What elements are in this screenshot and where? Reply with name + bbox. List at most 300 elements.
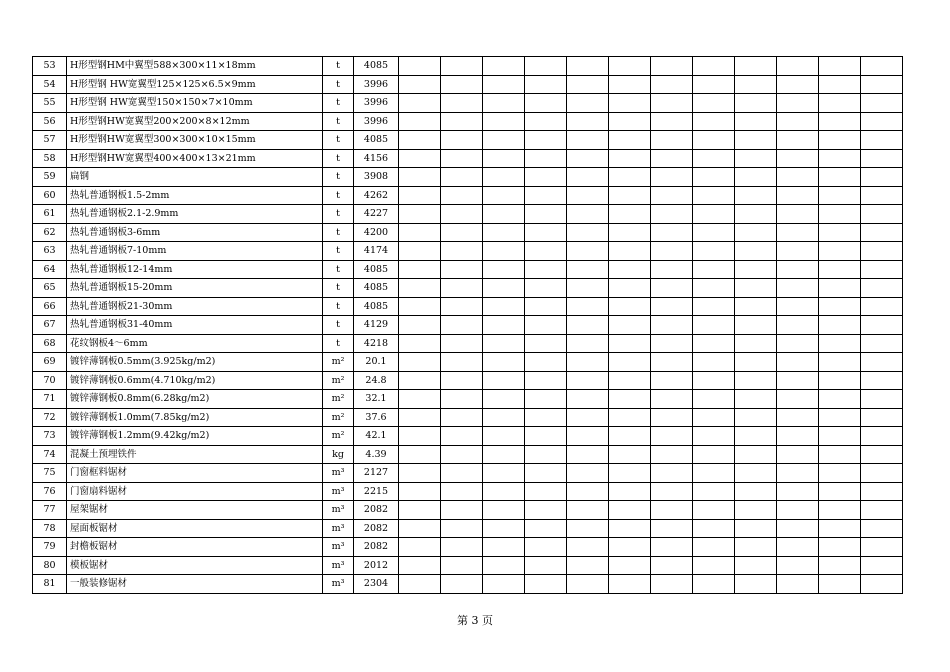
unit-cell[interactable]: m²	[323, 390, 354, 409]
empty-cell[interactable]	[819, 390, 861, 409]
empty-cell[interactable]	[399, 223, 441, 242]
price-cell[interactable]: 4085	[354, 297, 399, 316]
price-cell[interactable]: 2304	[354, 575, 399, 594]
row-number-cell[interactable]: 63	[33, 242, 67, 261]
empty-cell[interactable]	[567, 501, 609, 520]
empty-cell[interactable]	[441, 538, 483, 557]
empty-cell[interactable]	[441, 334, 483, 353]
empty-cell[interactable]	[399, 260, 441, 279]
empty-cell[interactable]	[861, 149, 903, 168]
unit-cell[interactable]: t	[323, 75, 354, 94]
empty-cell[interactable]	[651, 390, 693, 409]
empty-cell[interactable]	[861, 131, 903, 150]
unit-cell[interactable]: t	[323, 223, 354, 242]
empty-cell[interactable]	[819, 57, 861, 76]
price-cell[interactable]: 42.1	[354, 427, 399, 446]
empty-cell[interactable]	[483, 427, 525, 446]
unit-cell[interactable]: m³	[323, 519, 354, 538]
material-name-cell[interactable]: 镀锌薄钢板0.6mm(4.710kg/m2)	[67, 371, 323, 390]
empty-cell[interactable]	[777, 556, 819, 575]
empty-cell[interactable]	[819, 131, 861, 150]
empty-cell[interactable]	[861, 482, 903, 501]
material-name-cell[interactable]: 镀锌薄钢板0.8mm(6.28kg/m2)	[67, 390, 323, 409]
empty-cell[interactable]	[441, 131, 483, 150]
empty-cell[interactable]	[609, 408, 651, 427]
empty-cell[interactable]	[819, 279, 861, 298]
empty-cell[interactable]	[399, 501, 441, 520]
empty-cell[interactable]	[777, 408, 819, 427]
empty-cell[interactable]	[609, 445, 651, 464]
empty-cell[interactable]	[819, 75, 861, 94]
empty-cell[interactable]	[525, 575, 567, 594]
empty-cell[interactable]	[567, 75, 609, 94]
empty-cell[interactable]	[567, 297, 609, 316]
empty-cell[interactable]	[651, 279, 693, 298]
empty-cell[interactable]	[693, 538, 735, 557]
row-number-cell[interactable]: 73	[33, 427, 67, 446]
empty-cell[interactable]	[693, 94, 735, 113]
empty-cell[interactable]	[525, 427, 567, 446]
material-name-cell[interactable]: 门窗框料锯材	[67, 464, 323, 483]
price-cell[interactable]: 4262	[354, 186, 399, 205]
empty-cell[interactable]	[693, 149, 735, 168]
empty-cell[interactable]	[693, 316, 735, 335]
row-number-cell[interactable]: 76	[33, 482, 67, 501]
empty-cell[interactable]	[525, 205, 567, 224]
empty-cell[interactable]	[819, 556, 861, 575]
empty-cell[interactable]	[819, 168, 861, 187]
row-number-cell[interactable]: 81	[33, 575, 67, 594]
empty-cell[interactable]	[693, 75, 735, 94]
empty-cell[interactable]	[819, 353, 861, 372]
material-name-cell[interactable]: H形型钢HW宽翼型400×400×13×21mm	[67, 149, 323, 168]
material-name-cell[interactable]: 热轧普通钢板21-30mm	[67, 297, 323, 316]
row-number-cell[interactable]: 62	[33, 223, 67, 242]
empty-cell[interactable]	[777, 316, 819, 335]
empty-cell[interactable]	[651, 482, 693, 501]
empty-cell[interactable]	[567, 168, 609, 187]
empty-cell[interactable]	[441, 501, 483, 520]
empty-cell[interactable]	[441, 519, 483, 538]
empty-cell[interactable]	[861, 575, 903, 594]
empty-cell[interactable]	[441, 149, 483, 168]
unit-cell[interactable]: m³	[323, 464, 354, 483]
empty-cell[interactable]	[525, 501, 567, 520]
empty-cell[interactable]	[693, 242, 735, 261]
price-cell[interactable]: 4085	[354, 57, 399, 76]
empty-cell[interactable]	[525, 112, 567, 131]
empty-cell[interactable]	[819, 112, 861, 131]
empty-cell[interactable]	[567, 94, 609, 113]
empty-cell[interactable]	[609, 57, 651, 76]
empty-cell[interactable]	[567, 316, 609, 335]
empty-cell[interactable]	[609, 464, 651, 483]
empty-cell[interactable]	[483, 242, 525, 261]
empty-cell[interactable]	[525, 186, 567, 205]
price-cell[interactable]: 3996	[354, 112, 399, 131]
empty-cell[interactable]	[861, 390, 903, 409]
empty-cell[interactable]	[567, 371, 609, 390]
empty-cell[interactable]	[441, 205, 483, 224]
empty-cell[interactable]	[399, 279, 441, 298]
empty-cell[interactable]	[651, 427, 693, 446]
empty-cell[interactable]	[777, 371, 819, 390]
empty-cell[interactable]	[567, 223, 609, 242]
empty-cell[interactable]	[651, 519, 693, 538]
empty-cell[interactable]	[861, 519, 903, 538]
empty-cell[interactable]	[819, 464, 861, 483]
empty-cell[interactable]	[777, 223, 819, 242]
empty-cell[interactable]	[525, 260, 567, 279]
empty-cell[interactable]	[441, 408, 483, 427]
empty-cell[interactable]	[525, 149, 567, 168]
empty-cell[interactable]	[399, 482, 441, 501]
empty-cell[interactable]	[525, 242, 567, 261]
empty-cell[interactable]	[567, 353, 609, 372]
price-cell[interactable]: 3996	[354, 75, 399, 94]
empty-cell[interactable]	[399, 297, 441, 316]
empty-cell[interactable]	[651, 260, 693, 279]
price-cell[interactable]: 4.39	[354, 445, 399, 464]
empty-cell[interactable]	[567, 575, 609, 594]
empty-cell[interactable]	[735, 223, 777, 242]
empty-cell[interactable]	[819, 575, 861, 594]
empty-cell[interactable]	[609, 482, 651, 501]
empty-cell[interactable]	[483, 75, 525, 94]
empty-cell[interactable]	[777, 519, 819, 538]
empty-cell[interactable]	[441, 168, 483, 187]
unit-cell[interactable]: m³	[323, 575, 354, 594]
empty-cell[interactable]	[693, 556, 735, 575]
empty-cell[interactable]	[525, 556, 567, 575]
empty-cell[interactable]	[441, 316, 483, 335]
empty-cell[interactable]	[483, 390, 525, 409]
empty-cell[interactable]	[651, 538, 693, 557]
row-number-cell[interactable]: 78	[33, 519, 67, 538]
empty-cell[interactable]	[525, 316, 567, 335]
material-name-cell[interactable]: 热轧普通钢板3-6mm	[67, 223, 323, 242]
empty-cell[interactable]	[567, 260, 609, 279]
empty-cell[interactable]	[483, 556, 525, 575]
empty-cell[interactable]	[651, 94, 693, 113]
empty-cell[interactable]	[693, 427, 735, 446]
empty-cell[interactable]	[525, 464, 567, 483]
empty-cell[interactable]	[777, 464, 819, 483]
empty-cell[interactable]	[399, 242, 441, 261]
empty-cell[interactable]	[861, 445, 903, 464]
empty-cell[interactable]	[651, 353, 693, 372]
empty-cell[interactable]	[441, 94, 483, 113]
empty-cell[interactable]	[861, 297, 903, 316]
empty-cell[interactable]	[735, 279, 777, 298]
empty-cell[interactable]	[693, 575, 735, 594]
material-name-cell[interactable]: H形型钢HW宽翼型300×300×10×15mm	[67, 131, 323, 150]
empty-cell[interactable]	[693, 57, 735, 76]
row-number-cell[interactable]: 70	[33, 371, 67, 390]
empty-cell[interactable]	[525, 94, 567, 113]
empty-cell[interactable]	[735, 149, 777, 168]
empty-cell[interactable]	[735, 427, 777, 446]
empty-cell[interactable]	[483, 149, 525, 168]
empty-cell[interactable]	[609, 556, 651, 575]
empty-cell[interactable]	[651, 334, 693, 353]
empty-cell[interactable]	[651, 501, 693, 520]
empty-cell[interactable]	[441, 464, 483, 483]
unit-cell[interactable]: t	[323, 205, 354, 224]
empty-cell[interactable]	[861, 316, 903, 335]
empty-cell[interactable]	[609, 538, 651, 557]
row-number-cell[interactable]: 72	[33, 408, 67, 427]
empty-cell[interactable]	[441, 297, 483, 316]
empty-cell[interactable]	[861, 260, 903, 279]
empty-cell[interactable]	[819, 482, 861, 501]
material-name-cell[interactable]: 门窗扇料锯材	[67, 482, 323, 501]
empty-cell[interactable]	[819, 371, 861, 390]
empty-cell[interactable]	[483, 353, 525, 372]
unit-cell[interactable]: t	[323, 112, 354, 131]
empty-cell[interactable]	[567, 334, 609, 353]
empty-cell[interactable]	[693, 371, 735, 390]
empty-cell[interactable]	[735, 260, 777, 279]
material-name-cell[interactable]: 模板锯材	[67, 556, 323, 575]
empty-cell[interactable]	[399, 427, 441, 446]
empty-cell[interactable]	[693, 334, 735, 353]
empty-cell[interactable]	[861, 279, 903, 298]
empty-cell[interactable]	[567, 445, 609, 464]
empty-cell[interactable]	[399, 408, 441, 427]
empty-cell[interactable]	[483, 408, 525, 427]
empty-cell[interactable]	[693, 297, 735, 316]
empty-cell[interactable]	[693, 408, 735, 427]
empty-cell[interactable]	[483, 131, 525, 150]
unit-cell[interactable]: t	[323, 297, 354, 316]
unit-cell[interactable]: m³	[323, 556, 354, 575]
empty-cell[interactable]	[483, 519, 525, 538]
empty-cell[interactable]	[399, 464, 441, 483]
empty-cell[interactable]	[483, 575, 525, 594]
empty-cell[interactable]	[609, 260, 651, 279]
empty-cell[interactable]	[651, 408, 693, 427]
empty-cell[interactable]	[735, 519, 777, 538]
empty-cell[interactable]	[567, 519, 609, 538]
empty-cell[interactable]	[525, 371, 567, 390]
row-number-cell[interactable]: 57	[33, 131, 67, 150]
empty-cell[interactable]	[441, 353, 483, 372]
empty-cell[interactable]	[777, 149, 819, 168]
empty-cell[interactable]	[735, 242, 777, 261]
empty-cell[interactable]	[483, 482, 525, 501]
empty-cell[interactable]	[735, 186, 777, 205]
empty-cell[interactable]	[609, 149, 651, 168]
empty-cell[interactable]	[567, 556, 609, 575]
empty-cell[interactable]	[483, 94, 525, 113]
empty-cell[interactable]	[735, 482, 777, 501]
empty-cell[interactable]	[483, 371, 525, 390]
price-cell[interactable]: 4174	[354, 242, 399, 261]
empty-cell[interactable]	[441, 242, 483, 261]
empty-cell[interactable]	[693, 205, 735, 224]
empty-cell[interactable]	[777, 186, 819, 205]
row-number-cell[interactable]: 75	[33, 464, 67, 483]
empty-cell[interactable]	[525, 279, 567, 298]
empty-cell[interactable]	[483, 57, 525, 76]
empty-cell[interactable]	[735, 501, 777, 520]
empty-cell[interactable]	[525, 353, 567, 372]
empty-cell[interactable]	[651, 575, 693, 594]
empty-cell[interactable]	[693, 260, 735, 279]
empty-cell[interactable]	[441, 75, 483, 94]
empty-cell[interactable]	[735, 575, 777, 594]
empty-cell[interactable]	[441, 556, 483, 575]
empty-cell[interactable]	[735, 57, 777, 76]
empty-cell[interactable]	[399, 316, 441, 335]
empty-cell[interactable]	[399, 57, 441, 76]
empty-cell[interactable]	[483, 279, 525, 298]
empty-cell[interactable]	[693, 390, 735, 409]
row-number-cell[interactable]: 55	[33, 94, 67, 113]
material-name-cell[interactable]: 热轧普通钢板12-14mm	[67, 260, 323, 279]
material-name-cell[interactable]: H形型钢HW宽翼型200×200×8×12mm	[67, 112, 323, 131]
empty-cell[interactable]	[819, 445, 861, 464]
row-number-cell[interactable]: 77	[33, 501, 67, 520]
empty-cell[interactable]	[819, 260, 861, 279]
price-cell[interactable]: 3996	[354, 94, 399, 113]
empty-cell[interactable]	[525, 57, 567, 76]
material-name-cell[interactable]: 花纹钢板4～6mm	[67, 334, 323, 353]
unit-cell[interactable]: t	[323, 131, 354, 150]
empty-cell[interactable]	[735, 94, 777, 113]
empty-cell[interactable]	[441, 371, 483, 390]
price-cell[interactable]: 4156	[354, 149, 399, 168]
empty-cell[interactable]	[609, 501, 651, 520]
price-cell[interactable]: 2012	[354, 556, 399, 575]
empty-cell[interactable]	[861, 353, 903, 372]
empty-cell[interactable]	[861, 538, 903, 557]
row-number-cell[interactable]: 56	[33, 112, 67, 131]
empty-cell[interactable]	[441, 390, 483, 409]
empty-cell[interactable]	[861, 334, 903, 353]
empty-cell[interactable]	[777, 538, 819, 557]
price-cell[interactable]: 4085	[354, 279, 399, 298]
empty-cell[interactable]	[693, 131, 735, 150]
empty-cell[interactable]	[525, 519, 567, 538]
empty-cell[interactable]	[399, 75, 441, 94]
empty-cell[interactable]	[651, 371, 693, 390]
row-number-cell[interactable]: 65	[33, 279, 67, 298]
empty-cell[interactable]	[483, 334, 525, 353]
empty-cell[interactable]	[525, 408, 567, 427]
price-cell[interactable]: 2127	[354, 464, 399, 483]
empty-cell[interactable]	[651, 57, 693, 76]
empty-cell[interactable]	[609, 353, 651, 372]
empty-cell[interactable]	[567, 390, 609, 409]
empty-cell[interactable]	[483, 168, 525, 187]
empty-cell[interactable]	[735, 131, 777, 150]
empty-cell[interactable]	[693, 168, 735, 187]
empty-cell[interactable]	[483, 501, 525, 520]
empty-cell[interactable]	[525, 223, 567, 242]
empty-cell[interactable]	[819, 297, 861, 316]
empty-cell[interactable]	[441, 482, 483, 501]
empty-cell[interactable]	[567, 427, 609, 446]
row-number-cell[interactable]: 69	[33, 353, 67, 372]
material-name-cell[interactable]: 镀锌薄钢板1.0mm(7.85kg/m2)	[67, 408, 323, 427]
empty-cell[interactable]	[861, 205, 903, 224]
empty-cell[interactable]	[609, 168, 651, 187]
empty-cell[interactable]	[861, 242, 903, 261]
empty-cell[interactable]	[819, 316, 861, 335]
empty-cell[interactable]	[777, 260, 819, 279]
empty-cell[interactable]	[651, 464, 693, 483]
empty-cell[interactable]	[693, 501, 735, 520]
empty-cell[interactable]	[777, 112, 819, 131]
empty-cell[interactable]	[609, 390, 651, 409]
empty-cell[interactable]	[651, 149, 693, 168]
empty-cell[interactable]	[861, 408, 903, 427]
empty-cell[interactable]	[693, 464, 735, 483]
empty-cell[interactable]	[609, 371, 651, 390]
unit-cell[interactable]: t	[323, 334, 354, 353]
empty-cell[interactable]	[483, 316, 525, 335]
empty-cell[interactable]	[819, 501, 861, 520]
empty-cell[interactable]	[651, 186, 693, 205]
empty-cell[interactable]	[651, 112, 693, 131]
unit-cell[interactable]: m²	[323, 408, 354, 427]
empty-cell[interactable]	[483, 205, 525, 224]
unit-cell[interactable]: kg	[323, 445, 354, 464]
empty-cell[interactable]	[777, 297, 819, 316]
price-cell[interactable]: 4085	[354, 260, 399, 279]
empty-cell[interactable]	[819, 519, 861, 538]
empty-cell[interactable]	[777, 482, 819, 501]
empty-cell[interactable]	[861, 223, 903, 242]
price-cell[interactable]: 2215	[354, 482, 399, 501]
row-number-cell[interactable]: 53	[33, 57, 67, 76]
empty-cell[interactable]	[735, 390, 777, 409]
empty-cell[interactable]	[441, 260, 483, 279]
empty-cell[interactable]	[651, 131, 693, 150]
empty-cell[interactable]	[525, 482, 567, 501]
unit-cell[interactable]: m²	[323, 371, 354, 390]
empty-cell[interactable]	[567, 464, 609, 483]
empty-cell[interactable]	[567, 279, 609, 298]
empty-cell[interactable]	[777, 390, 819, 409]
empty-cell[interactable]	[399, 112, 441, 131]
price-cell[interactable]: 2082	[354, 501, 399, 520]
empty-cell[interactable]	[567, 57, 609, 76]
empty-cell[interactable]	[651, 168, 693, 187]
empty-cell[interactable]	[861, 427, 903, 446]
empty-cell[interactable]	[399, 445, 441, 464]
row-number-cell[interactable]: 66	[33, 297, 67, 316]
empty-cell[interactable]	[777, 205, 819, 224]
empty-cell[interactable]	[399, 575, 441, 594]
empty-cell[interactable]	[525, 445, 567, 464]
empty-cell[interactable]	[399, 353, 441, 372]
empty-cell[interactable]	[819, 205, 861, 224]
empty-cell[interactable]	[819, 242, 861, 261]
empty-cell[interactable]	[777, 575, 819, 594]
empty-cell[interactable]	[693, 519, 735, 538]
empty-cell[interactable]	[861, 94, 903, 113]
empty-cell[interactable]	[735, 75, 777, 94]
empty-cell[interactable]	[735, 205, 777, 224]
empty-cell[interactable]	[777, 501, 819, 520]
unit-cell[interactable]: m³	[323, 538, 354, 557]
empty-cell[interactable]	[399, 205, 441, 224]
unit-cell[interactable]: m²	[323, 427, 354, 446]
empty-cell[interactable]	[777, 168, 819, 187]
